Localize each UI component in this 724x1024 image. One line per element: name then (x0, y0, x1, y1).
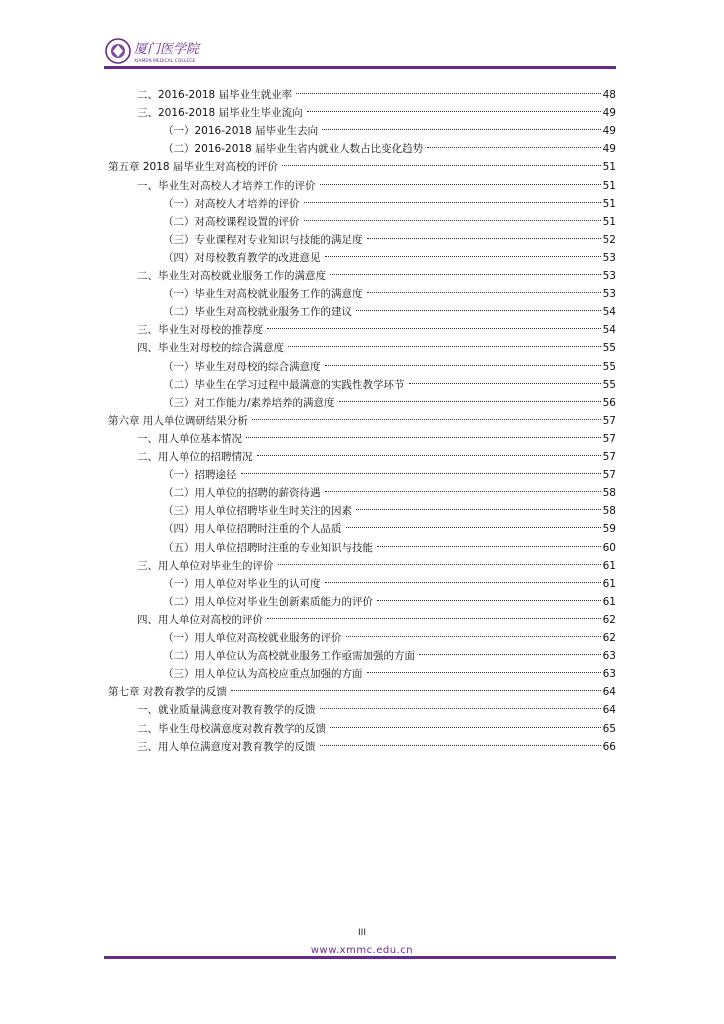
toc-entry-label: （二）毕业生对高校就业服务工作的建议 (163, 306, 352, 319)
toc-leader-dots (325, 365, 601, 366)
toc-entry[interactable] (163, 122, 616, 140)
toc-entry[interactable] (137, 321, 616, 339)
toc-leader-dots (307, 111, 601, 112)
toc-leader-dots (320, 745, 601, 746)
toc-entry-label: （三）对工作能力/素养培养的满意度 (163, 396, 335, 409)
toc-entry-label: （二）毕业生在学习过程中最满意的实践性教学环节 (163, 378, 405, 391)
toc-entry[interactable] (137, 611, 616, 629)
toc-entry-label: 三、用人单位满意度对教育教学的反馈 (137, 740, 316, 753)
toc-entry[interactable] (137, 720, 616, 738)
toc-entry[interactable] (137, 177, 616, 195)
toc-entry-page: 49 (602, 107, 616, 120)
toc-entry[interactable] (163, 303, 616, 321)
toc-entry-label: 第六章 用人单位调研结果分析 (108, 414, 248, 427)
toc-leader-dots (267, 618, 601, 619)
toc-leader-dots (320, 708, 601, 709)
toc-entry-page: 62 (602, 613, 616, 626)
toc-entry-page: 56 (602, 396, 616, 409)
toc-entry-label: 第七章 对教育教学的反馈 (108, 686, 227, 699)
toc-entry[interactable] (163, 195, 616, 213)
toc-leader-dots (346, 527, 601, 528)
toc-entry-page: 58 (602, 505, 616, 518)
toc-entry[interactable] (163, 394, 616, 412)
toc-leader-dots (409, 383, 601, 384)
toc-entry-label: （一）招聘途径 (163, 469, 237, 482)
footer-rule (104, 956, 616, 959)
toc-entry-page: 62 (602, 632, 616, 644)
toc-leader-dots (330, 727, 601, 728)
toc-entry[interactable] (163, 629, 616, 647)
toc-entry[interactable] (163, 539, 616, 557)
toc-entry-label: （二）用人单位认为高校就业服务工作亟需加强的方面 (163, 650, 415, 663)
toc-entry-label: 二、毕业生对高校就业服务工作的满意度 (137, 270, 326, 282)
toc-entry[interactable] (137, 448, 616, 466)
toc-entry-label: 二、用人单位的招聘情况 (137, 451, 253, 463)
toc-entry[interactable] (163, 665, 616, 683)
toc-entry[interactable] (137, 430, 616, 448)
toc-entry-page: 55 (602, 360, 616, 373)
toc-entry[interactable] (108, 683, 616, 701)
toc-entry-page: 57 (602, 469, 616, 482)
logo-text: 厦门医学院 (134, 42, 200, 57)
toc-entry-page: 55 (602, 342, 616, 355)
toc-entry-label: （二）用人单位对毕业生创新素质能力的评价 (163, 595, 373, 608)
toc-leader-dots (246, 437, 601, 438)
toc-entry[interactable] (137, 339, 616, 357)
page-number: III (358, 928, 366, 938)
toc-entry-page: 65 (602, 722, 616, 735)
toc-leader-dots (356, 310, 601, 311)
toc-entry-page: 49 (602, 125, 616, 138)
toc-entry-label: （一）毕业生对母校的综合满意度 (163, 360, 321, 373)
toc-entry-label: （四）对母校教育教学的改进意见 (163, 251, 321, 264)
toc-entry[interactable] (163, 502, 616, 520)
toc-entry[interactable] (163, 213, 616, 231)
toc-entry-label: （三）专业课程对专业知识与技能的满足度 (163, 233, 363, 246)
toc-leader-dots (377, 600, 601, 601)
toc-entry-label: 一、就业质量满意度对教育教学的反馈 (137, 704, 316, 717)
toc-entry-page: 60 (602, 541, 616, 554)
toc-entry-page: 57 (602, 414, 616, 427)
toc-entry-label: 第五章 2018 届毕业生对高校的评价 (108, 161, 278, 174)
toc-entry-page: 53 (602, 270, 616, 282)
toc-entry-label: （二）对高校课程设置的评价 (163, 215, 300, 228)
toc-leader-dots (427, 147, 601, 148)
toc-leader-dots (241, 473, 601, 474)
toc-entry-page: 54 (602, 306, 616, 319)
toc-entry[interactable] (163, 520, 616, 538)
toc-leader-dots (282, 165, 601, 166)
college-logo (104, 34, 224, 68)
toc-leader-dots (325, 256, 601, 257)
toc-entry[interactable] (163, 593, 616, 611)
toc-entry-page: 51 (602, 215, 616, 228)
toc-entry-label: 一、毕业生对高校人才培养工作的评价 (137, 179, 316, 192)
toc-entry-page: 66 (602, 740, 616, 753)
toc-entry-label: （一）毕业生对高校就业服务工作的满意度 (163, 288, 363, 301)
toc-entry-page: 63 (602, 650, 616, 663)
toc-entry-label: （二）用人单位的招聘的薪资待遇 (163, 487, 321, 500)
toc-entry-page: 61 (602, 559, 616, 572)
toc-leader-dots (419, 654, 601, 655)
toc-entry-page: 57 (602, 432, 616, 445)
toc-entry[interactable] (163, 647, 616, 665)
toc-entry[interactable] (163, 376, 616, 394)
toc-entry[interactable] (163, 140, 616, 158)
toc-entry[interactable] (137, 557, 616, 575)
toc-entry-page: 59 (602, 523, 616, 536)
toc-entry-label: （四）用人单位招聘时注重的个人品质 (163, 523, 342, 536)
toc-leader-dots (325, 491, 601, 492)
toc-leader-dots (252, 419, 601, 420)
toc-entry[interactable] (163, 285, 616, 303)
toc-leader-dots (377, 546, 601, 547)
toc-entry[interactable] (137, 86, 616, 104)
toc-entry-page: 58 (602, 487, 616, 500)
toc-entry[interactable] (163, 249, 616, 267)
toc-entry-page: 61 (602, 595, 616, 608)
toc-entry-label: 三、用人单位对毕业生的评价 (137, 559, 274, 572)
toc-leader-dots (339, 401, 601, 402)
footer-url[interactable]: www.xmmc.edu.cn (310, 945, 414, 956)
toc-leader-dots (304, 202, 601, 203)
toc-leader-dots (296, 93, 601, 94)
logo-subtext: XIAMEN MEDICAL COLLEGE (134, 59, 196, 64)
toc-entry-page: 61 (602, 577, 616, 590)
toc-leader-dots (346, 636, 601, 637)
toc-entry-label: 三、毕业生对母校的推荐度 (137, 324, 263, 337)
toc-entry-label: 二、2016-2018 届毕业生就业率 (137, 89, 293, 101)
toc-entry-label: （一）用人单位对高校就业服务的评价 (163, 632, 342, 644)
toc-entry-label: 二、毕业生母校满意度对教育教学的反馈 (137, 722, 326, 735)
toc-entry-label: （三）用人单位招聘毕业生时关注的因素 (163, 505, 352, 518)
toc-entry-page: 55 (602, 378, 616, 391)
toc-leader-dots (320, 184, 601, 185)
toc-entry-page: 54 (602, 324, 616, 337)
toc-entry[interactable] (137, 267, 616, 285)
toc-entry-label: （一）2016-2018 届毕业生去向 (163, 125, 319, 138)
toc-entry-label: （一）对高校人才培养的评价 (163, 197, 300, 210)
toc-entry-page: 49 (602, 143, 616, 156)
toc-entry-page: 51 (602, 161, 616, 174)
toc-entry-page: 57 (602, 451, 616, 463)
toc-leader-dots (257, 455, 601, 456)
toc-entry[interactable] (163, 231, 616, 249)
toc-entry-label: 一、用人单位基本情况 (137, 432, 242, 445)
toc-entry[interactable] (163, 484, 616, 502)
toc-entry-label: 四、用人单位对高校的评价 (137, 613, 263, 626)
toc-entry-page: 51 (602, 179, 616, 192)
toc-leader-dots (278, 564, 601, 565)
toc-entry-label: （二）2016-2018 届毕业生省内就业人数占比变化趋势 (163, 143, 424, 156)
toc-leader-dots (367, 238, 601, 239)
toc-leader-dots (304, 220, 601, 221)
toc-entry-page: 52 (602, 233, 616, 246)
toc-entry[interactable] (108, 412, 616, 430)
header-rule (104, 66, 616, 69)
toc-leader-dots (330, 274, 601, 275)
toc-leader-dots (288, 346, 601, 347)
toc-leader-dots (356, 509, 601, 510)
toc-entry-page: 48 (602, 89, 616, 101)
toc-entry-label: （一）用人单位对毕业生的认可度 (163, 577, 321, 590)
toc-entry-page: 51 (602, 197, 616, 210)
toc-leader-dots (231, 690, 601, 691)
toc-leader-dots (367, 292, 601, 293)
toc-leader-dots (367, 672, 601, 673)
toc-entry-page: 64 (602, 686, 616, 699)
toc-entry-label: 四、毕业生对母校的综合满意度 (137, 342, 284, 355)
toc-entry-page: 64 (602, 704, 616, 717)
toc-entry-label: 三、2016-2018 届毕业生毕业流向 (137, 107, 303, 120)
toc-entry-label: （五）用人单位招聘时注重的专业知识与技能 (163, 541, 373, 554)
toc-entry-page: 53 (602, 251, 616, 264)
toc-leader-dots (325, 582, 601, 583)
toc-entry-page: 63 (602, 668, 616, 681)
toc-entry[interactable] (163, 358, 616, 376)
toc-entry[interactable] (163, 575, 616, 593)
toc-leader-dots (322, 129, 601, 130)
toc-entry[interactable] (137, 104, 616, 122)
toc-entry[interactable] (137, 701, 616, 719)
toc-entry-label: （三）用人单位认为高校应重点加强的方面 (163, 668, 363, 681)
toc-entry[interactable] (137, 738, 616, 756)
toc-leader-dots (267, 328, 601, 329)
toc-entry[interactable] (108, 158, 616, 176)
toc-entry[interactable] (163, 466, 616, 484)
toc-entry-page: 53 (602, 288, 616, 301)
